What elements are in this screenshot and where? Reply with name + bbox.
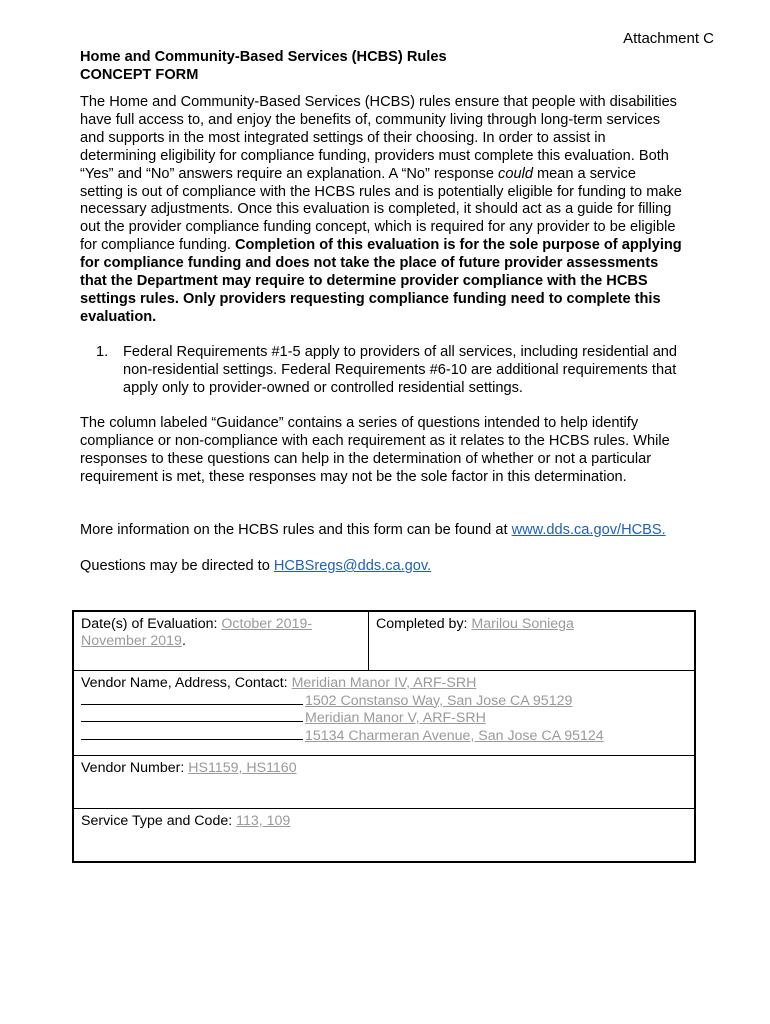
vendor-number-value[interactable]: HS1159, HS1160 — [188, 760, 297, 776]
completed-by-cell — [369, 611, 696, 671]
hcbs-email-link[interactable]: HCBSregs@dds.ca.gov. — [273, 558, 432, 574]
service-type-value[interactable]: 113, 109 — [236, 813, 291, 829]
vendor-line-1[interactable]: Meridian Manor IV, ARF-SRH — [291, 675, 477, 691]
list-number: 1. — [96, 344, 109, 360]
date-cell — [73, 611, 369, 671]
requirements-list-item — [96, 344, 686, 398]
vendor-name-label: Vendor Name, Address, Contact: — [81, 675, 292, 691]
more-info-paragraph — [80, 522, 682, 540]
date-suffix: . — [181, 632, 186, 649]
vendor-name-cell — [73, 671, 695, 756]
questions-paragraph — [80, 558, 682, 576]
intro-bold-statement: Completion of this evaluation is for the sole purpose of applying for compliance funding and does not take the place of future provider assessments that the Department may require to determine provider compliance with the HCBS settings rules. Only providers requesting compliance funding need to complete this evaluation. — [80, 237, 682, 325]
intro-paragraph — [80, 94, 682, 327]
more-info-text: More information on the HCBS rules and this form can be found at — [80, 522, 512, 538]
evaluation-form-table — [72, 610, 696, 863]
attachment-label: Attachment C — [623, 30, 714, 47]
service-type-cell — [73, 809, 695, 863]
intro-text-1: The Home and Community-Based Services (HCBS) rules ensure that people with disabilities have full access to, and enjoy the benefits of, community living through long-term services and supports in the most integrated settings of their choosing. In order to assist in determining eligibility for compliance funding, providers must complete this evaluation. Both “Yes” and “No” answers require an explanation. A “No” response — [80, 94, 677, 182]
intro-text-2: mean a service setting is out of compliance with the HCBS rules and is potentially eligible for funding to make necessary adjustments. Once this evaluation is completed, it should act as a guide for filling out the provider compliance funding concept, which is required for any provider to be eligible for compliance funding. — [80, 165, 682, 254]
hcbs-website-link[interactable]: www.dds.ca.gov/HCBS. — [511, 522, 666, 538]
completed-by-value[interactable]: Marilou Soniega — [471, 616, 574, 632]
list-text: Federal Requirements #1-5 apply to providers of all services, including residential and non-residential settings. Federal Requirements #6-10 are additional requirements that apply only to provider-owned or controlled residential settings. — [123, 344, 678, 396]
vendor-line-4[interactable]: 15134 Charmeran Avenue, San Jose CA 95124 — [305, 727, 604, 744]
intro-emphasis: could — [498, 165, 533, 182]
vendor-line-3[interactable]: Meridian Manor V, ARF-SRH — [305, 710, 486, 726]
vendor-number-cell — [73, 756, 695, 809]
date-label: Date(s) of Evaluation: — [81, 616, 222, 632]
page-title — [80, 48, 447, 84]
vendor-line-2[interactable]: 1502 Constanso Way, San Jose CA 95129 — [305, 692, 573, 709]
title-line-1: Home and Community-Based Services (HCBS) Rules — [80, 49, 447, 65]
completed-by-label: Completed by: — [376, 616, 472, 632]
title-line-2: CONCEPT FORM — [80, 67, 199, 83]
questions-text: Questions may be directed to — [80, 558, 274, 574]
date-value[interactable]: October 2019-November 2019 — [81, 616, 313, 649]
guidance-paragraph: The column labeled “Guidance” contains a series of questions intended to help identify compliance or non-compliance with each requirement as it relates to the HCBS rules. While responses to these questions can help in the determination of whether or not a particular requirement is met, these responses may not be the sole factor in this determination. — [80, 415, 670, 485]
service-type-label: Service Type and Code: — [81, 813, 237, 829]
vendor-number-label: Vendor Number: — [81, 760, 189, 776]
